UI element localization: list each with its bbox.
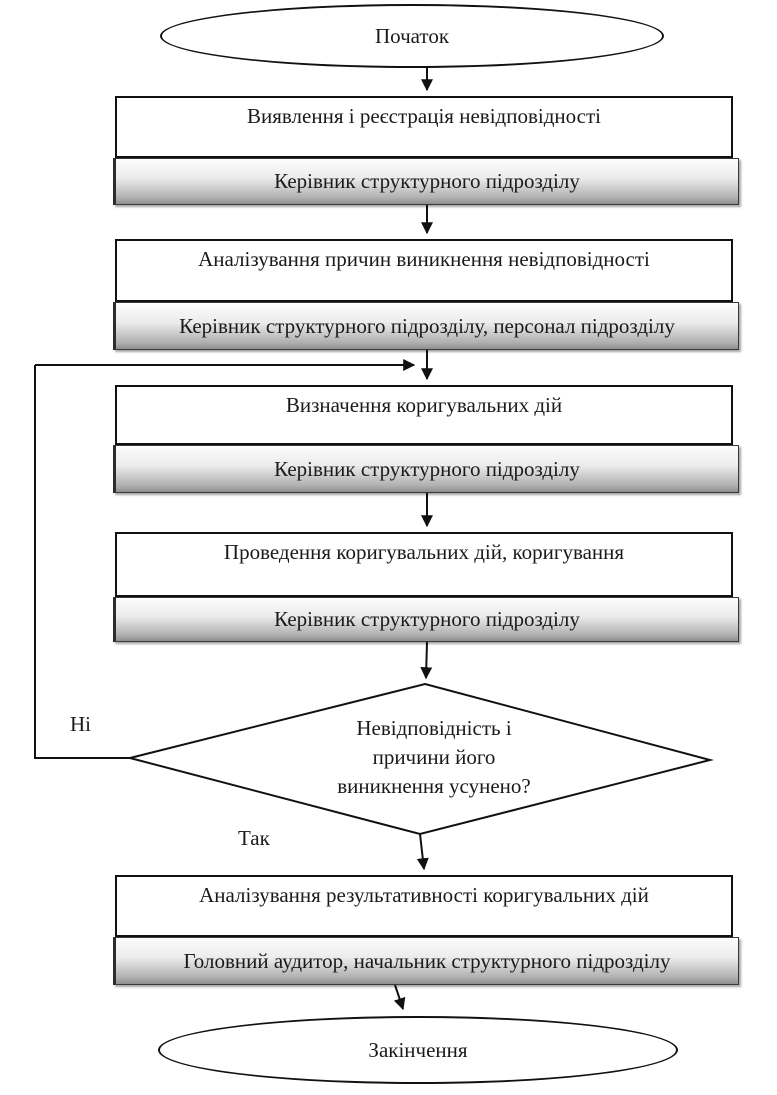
process-action-box [115, 239, 733, 302]
responsible-label: Керівник структурного підрозділу [274, 607, 580, 631]
process-action-box [115, 875, 733, 937]
process-action-box [115, 385, 733, 445]
yes-branch-label: Так [238, 826, 270, 850]
process-step-2 [113, 239, 739, 350]
process-action-label: Аналізування результативності коригувальних дій [199, 883, 649, 907]
no-branch-label: Ні [70, 712, 91, 736]
end-label: Закінчення [368, 1037, 468, 1062]
responsible-box [113, 302, 739, 350]
responsible-label: Керівник структурного підрозділу [274, 169, 580, 193]
connector-step5-to-end [395, 985, 403, 1009]
responsible-box [113, 937, 739, 985]
decision-question-line-1: Невідповідність і [356, 716, 512, 740]
responsible-label: Керівник структурного підрозділу [274, 456, 580, 481]
responsible-box [113, 597, 739, 642]
start-terminator [160, 4, 664, 68]
responsible-box [113, 158, 739, 205]
process-action-label: Виявлення і реєстрація невідповідності [247, 104, 601, 128]
process-step-5 [113, 875, 739, 985]
responsible-label: Головний аудитор, начальник структурного підрозділу [183, 948, 671, 973]
connector-decision-to-step5 [420, 834, 424, 869]
process-step-3 [113, 385, 739, 493]
process-action-box [115, 532, 733, 597]
start-label: Початок [374, 23, 450, 48]
decision-question-line-3: виникнення усунено? [337, 774, 531, 798]
process-action-label: Аналізування причин виникнення невідповідності [198, 247, 650, 271]
responsible-box [113, 445, 739, 493]
decision-question-line-2: причини його [372, 745, 496, 769]
process-step-1 [113, 96, 739, 205]
responsible-label: Керівник структурного підрозділу, персонал підрозділу [179, 313, 675, 338]
process-step-4 [113, 532, 739, 642]
process-action-box [115, 96, 733, 158]
process-action-label: Проведення коригувальних дій, коригування [223, 540, 625, 564]
decision-question [318, 714, 550, 801]
connector-step4-to-decision [426, 642, 427, 678]
end-terminator [158, 1016, 678, 1084]
process-action-label: Визначення коригувальних дій [285, 393, 563, 417]
